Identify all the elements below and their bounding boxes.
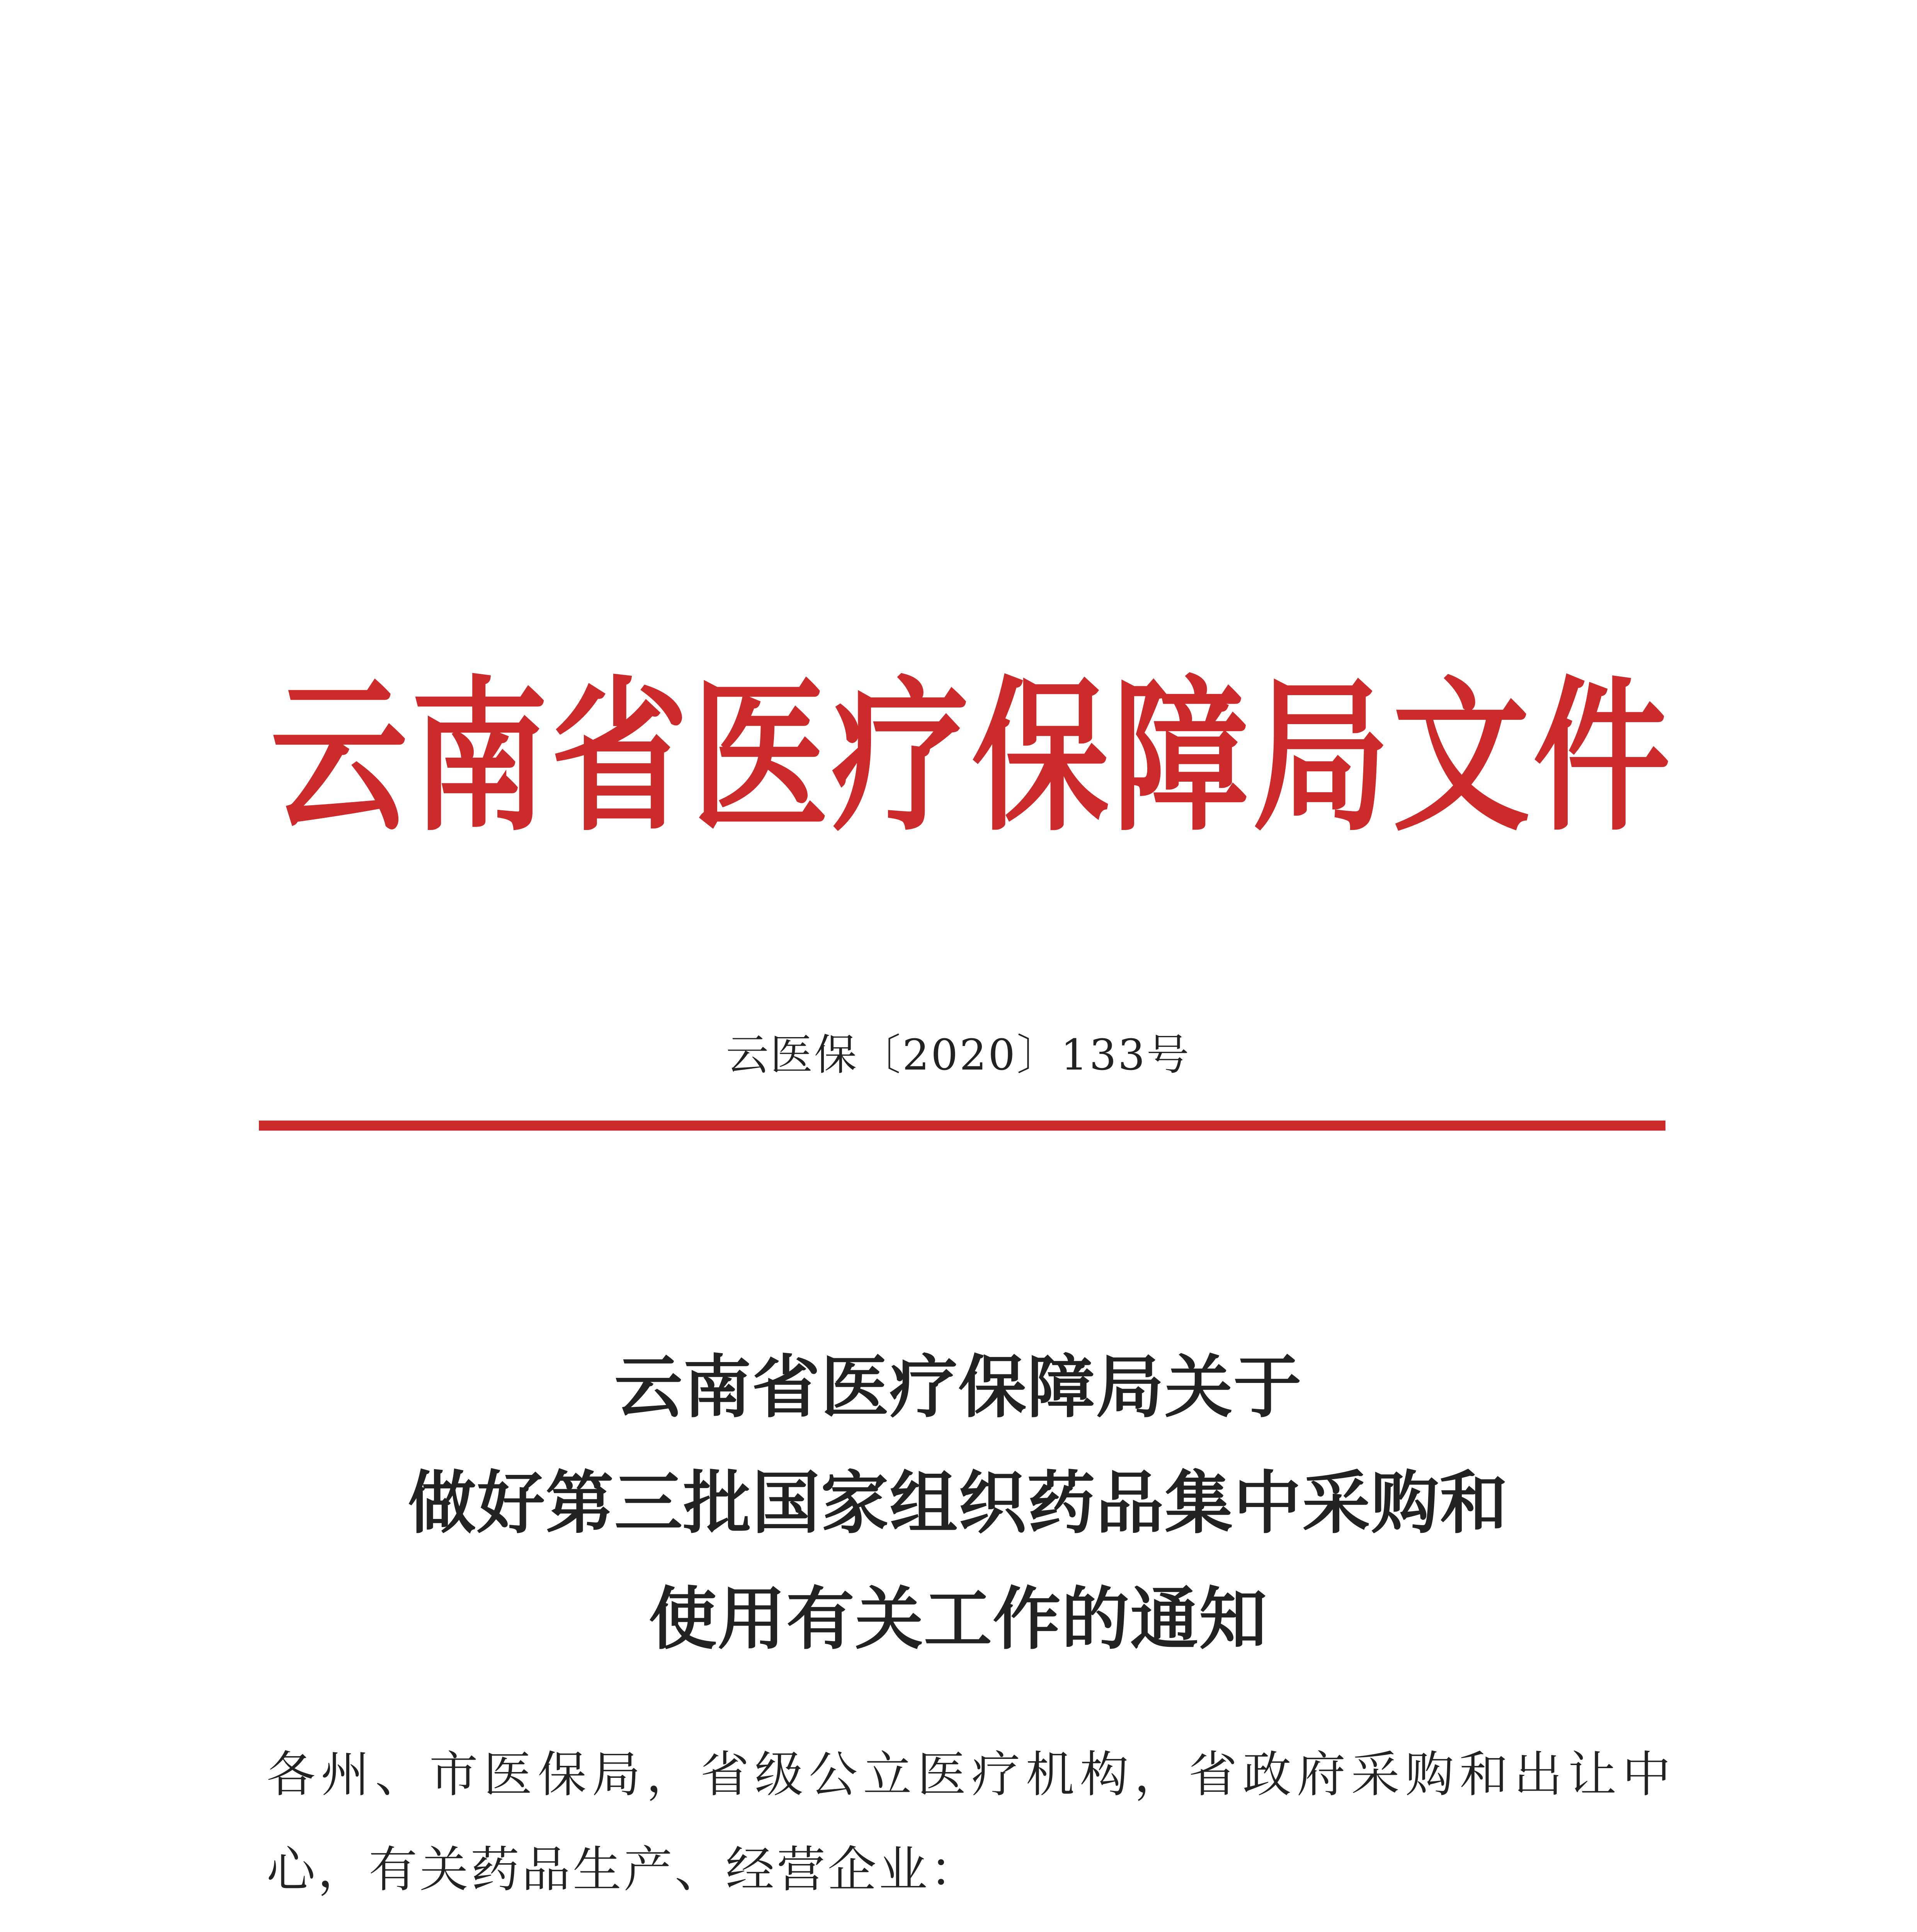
document-title [232, 1329, 1685, 1677]
red-divider-rule [259, 1121, 1665, 1131]
title-line-2: 做好第三批国家组织药品集中采购和 [408, 1463, 1509, 1543]
issuer-banner: 云南省医疗保障局文件 [270, 661, 1673, 854]
document-body [267, 1727, 1673, 1932]
addressees-paragraph: 各州、市医保局，省级公立医疗机构，省政府采购和出让中心，有关药品生产、经营企业： [267, 1746, 1673, 1898]
document-number: 云医保〔2020〕133号 [726, 1030, 1191, 1080]
title-line-3: 使用有关工作的通知 [648, 1579, 1268, 1659]
body-paragraph-1 [267, 1917, 1673, 1932]
title-line-1: 云南省医疗保障局关于 [614, 1347, 1302, 1427]
